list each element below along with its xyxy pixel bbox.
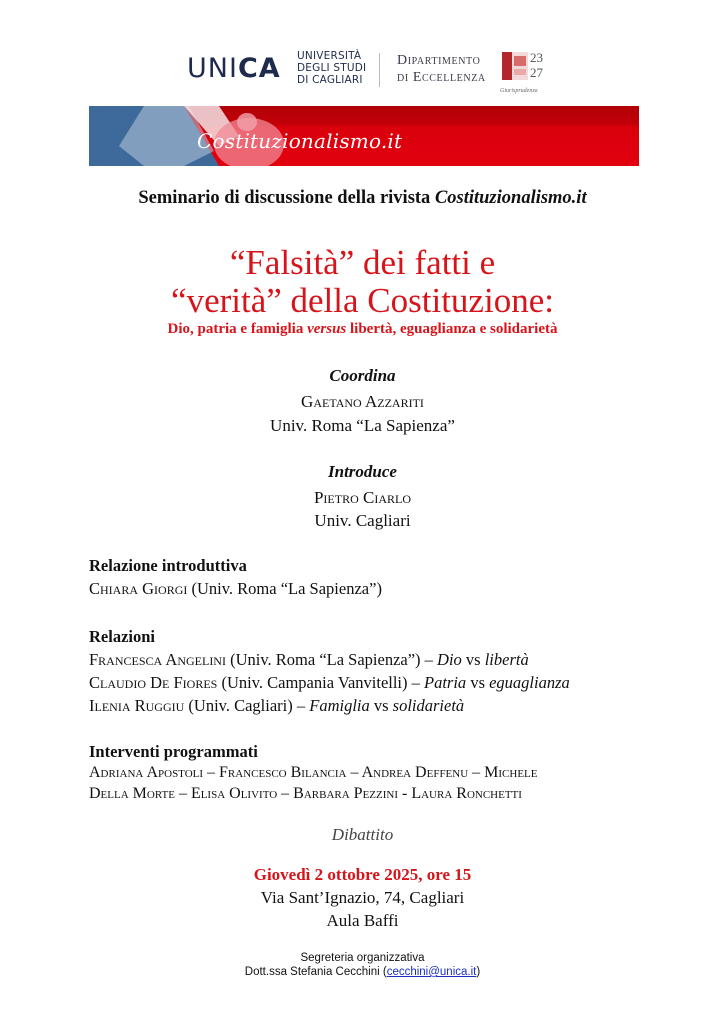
event-title-line1: “Falsità” dei fatti e [229,243,496,282]
relazione-item [89,673,570,693]
department-logo-icon [500,51,530,81]
introduce-affiliation: Univ. Cagliari [314,511,411,530]
event-room: Aula Baffi [326,911,399,930]
relazione-introduttiva-label: Relazione introduttiva [89,556,247,575]
topic-b: solidarietà [392,696,465,715]
year-start: 23 [530,50,543,65]
topic-vs: vs [461,650,485,669]
relazione-introduttiva-speaker [89,579,382,599]
event-subtitle [0,188,725,209]
footer-contact [0,966,725,978]
tagline-part: Dio, patria e famiglia [167,321,308,337]
event-tagline [0,321,725,338]
topic-b: libertà [484,650,529,669]
tagline-versus: versus [307,321,347,337]
event-title-line2: “verità” della Costituzione: [171,281,554,320]
speaker-affiliation: (Univ. Roma “La Sapienza”) [187,579,382,598]
department-years [530,50,543,80]
year-end: 27 [530,65,543,80]
interventi-label: Interventi programmati [89,742,258,761]
event-address: Via Sant’Ignazio, 74, Cagliari [260,888,465,907]
interventi-line: Adriana Apostoli – Francesco Bilancia – Andrea Deffenu – Michele [89,764,538,781]
logo-block [514,69,526,75]
header-divider [379,53,380,87]
department-caption: Giurisprudenza [500,88,538,94]
tagline-part: libertà, eguaglianza e solidarietà [346,321,558,337]
topic-vs: vs [466,673,490,692]
speaker-name: Chiara Giorgi [89,579,188,598]
introduce-name: Pietro Ciarlo [313,488,412,507]
topic-vs: vs [369,696,393,715]
department-name [397,52,486,86]
department-line: Dipartimento [397,53,481,68]
dibattito-label: Dibattito [331,825,394,844]
unica-logo-suffix: CA [237,53,281,84]
subtitle-prefix: Seminario di discussione della rivista [138,188,435,208]
coordina-affiliation: Univ. Roma “La Sapienza” [270,416,455,435]
subtitle-journal: Costituzionalismo.it [434,188,587,208]
speaker-affiliation: (Univ. Roma “La Sapienza”) – [225,650,438,669]
contact-name: Dott.ssa Stefania Cecchini ( [244,966,387,978]
banner-title: Costituzionalismo.it [197,129,403,153]
logo-bar [502,52,512,80]
contact-suffix: ) [476,966,481,978]
topic-a: Dio [437,650,462,669]
university-line: UNIVERSITÀ [297,50,362,62]
footer-label: Segreteria organizzativa [300,952,425,964]
speaker-name: Claudio De Fiores [89,673,218,692]
department-line: di Eccellenza [397,70,486,85]
event-date: Giovedì 2 ottobre 2025, ore 15 [253,865,472,884]
contact-email-link[interactable]: cecchini@unica.it [386,966,477,978]
topic-a: Famiglia [309,696,370,715]
logo-block [514,56,526,66]
topic-a: Patria [424,673,467,692]
relazioni-label: Relazioni [89,627,155,646]
relazione-item [89,650,529,670]
introduce-label: Introduce [328,462,397,481]
university-line: DI CAGLIARI [297,74,363,86]
coordina-label: Coordina [329,366,396,385]
unica-logo [187,52,281,86]
interventi-line: Della Morte – Elisa Olivito – Barbara Pezzini - Laura Ronchetti [89,785,522,802]
university-name [297,50,366,86]
topic-b: eguaglianza [489,673,570,692]
speaker-name: Francesca Angelini [89,650,226,669]
relazione-item [89,696,464,716]
speaker-name: Ilenia Ruggiu [89,696,185,715]
university-line: DEGLI STUDI [297,62,367,74]
coordina-name: Gaetano Azzariti [301,392,424,411]
speaker-affiliation: (Univ. Cagliari) – [184,696,310,715]
speaker-affiliation: (Univ. Campania Vanvitelli) – [217,673,425,692]
unica-logo-prefix: UNI [187,53,238,84]
